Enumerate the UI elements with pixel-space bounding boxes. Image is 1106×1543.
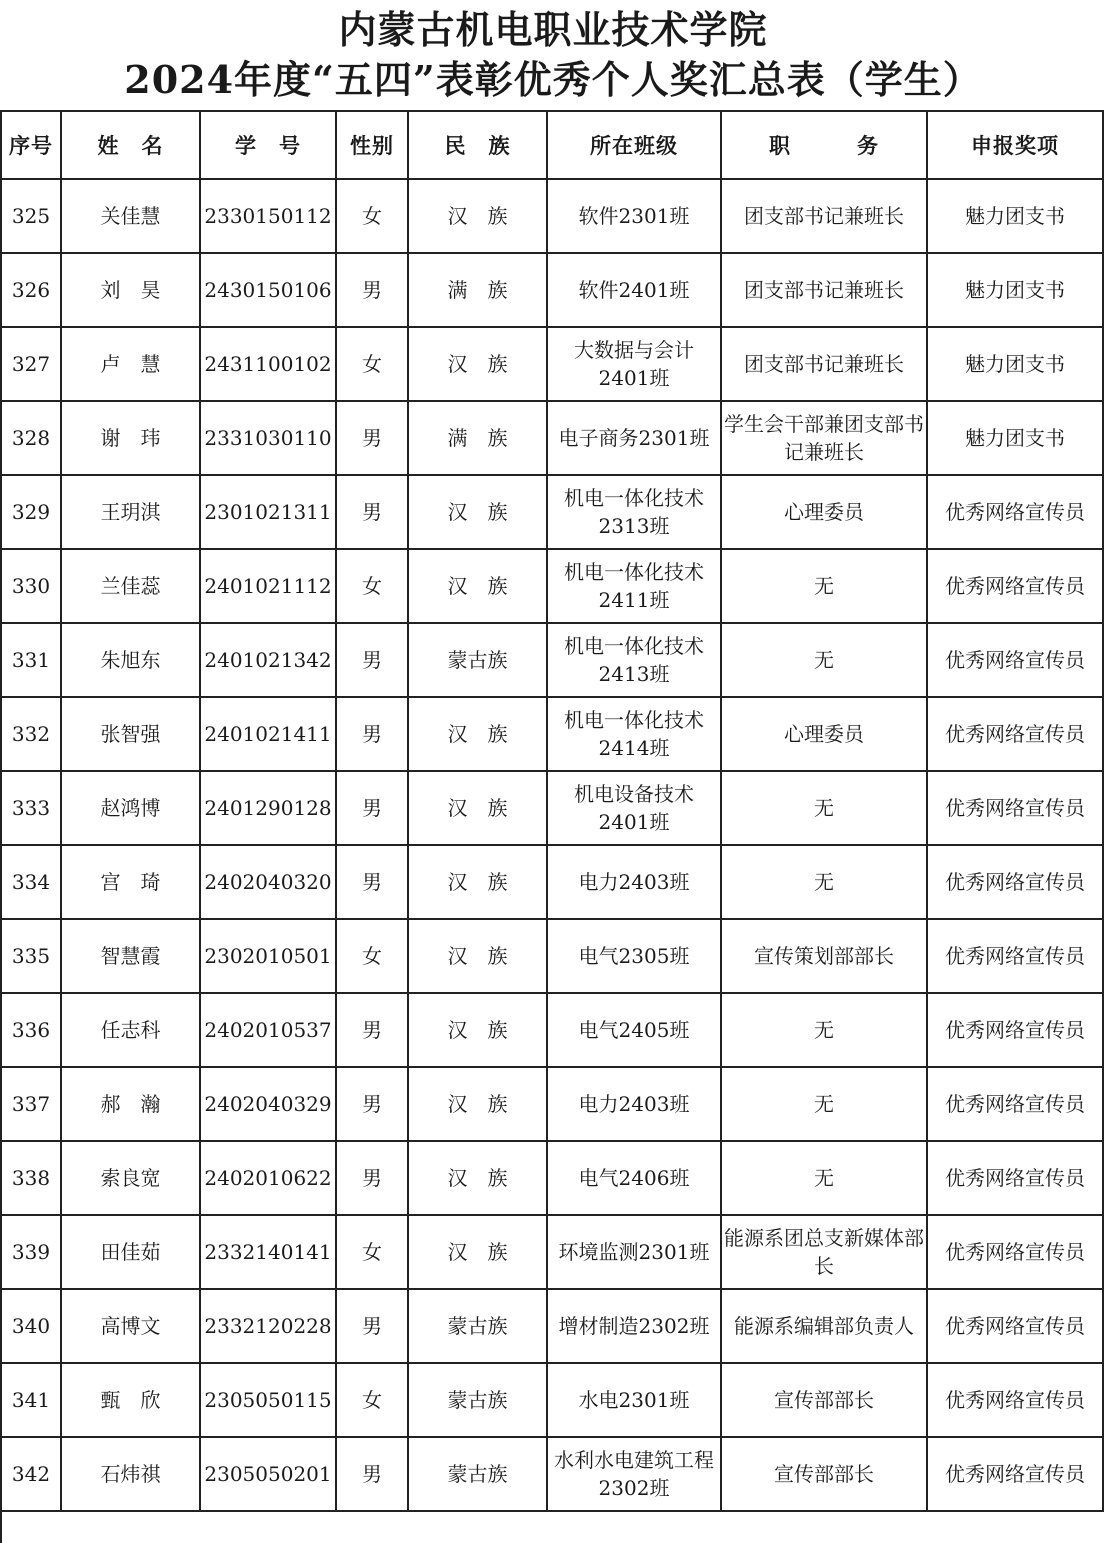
table-row [1, 919, 1103, 993]
cell-class: 机电一体化技术2414班 [547, 697, 721, 771]
table-row [1, 845, 1103, 919]
cell-index: 340 [1, 1289, 61, 1363]
cell-index: 336 [1, 993, 61, 1067]
cell-position: 团支部书记兼班长 [721, 253, 927, 327]
cell-student-id: 2402010622 [200, 1141, 336, 1215]
document-subtitle: 2024年度“五四”表彰优秀个人奖汇总表（学生） [124, 57, 982, 102]
cell-name: 朱旭东 [61, 623, 200, 697]
cell-student-id: 2401021411 [200, 697, 336, 771]
cell-award: 优秀网络宣传员 [927, 549, 1103, 623]
col-header-name: 姓 名 [61, 111, 200, 179]
cell-index: 332 [1, 697, 61, 771]
cell-class: 软件2401班 [547, 253, 721, 327]
cell-award: 优秀网络宣传员 [927, 1363, 1103, 1437]
cell-index: 338 [1, 1141, 61, 1215]
cell-award: 优秀网络宣传员 [927, 919, 1103, 993]
cell-name: 智慧霞 [61, 919, 200, 993]
cell-ethnicity: 汉 族 [408, 1215, 547, 1289]
table-row [1, 697, 1103, 771]
cell-index: 329 [1, 475, 61, 549]
cell-gender: 女 [336, 327, 408, 401]
table-row [1, 993, 1103, 1067]
cell-ethnicity: 汉 族 [408, 993, 547, 1067]
cell-name: 刘 昊 [61, 253, 200, 327]
cell-index: 325 [1, 179, 61, 253]
cell-index: 328 [1, 401, 61, 475]
cell-position: 团支部书记兼班长 [721, 179, 927, 253]
cell-name: 谢 玮 [61, 401, 200, 475]
cell-award: 优秀网络宣传员 [927, 1289, 1103, 1363]
col-header-gender: 性别 [336, 111, 408, 179]
cell-index: 327 [1, 327, 61, 401]
cell-ethnicity: 蒙古族 [408, 1289, 547, 1363]
cell-student-id: 2332120228 [200, 1289, 336, 1363]
col-header-position: 职 务 [721, 111, 927, 179]
cell-class: 机电一体化技术2411班 [547, 549, 721, 623]
cell-award: 优秀网络宣传员 [927, 623, 1103, 697]
cell-name: 石炜祺 [61, 1437, 200, 1511]
cell-ethnicity: 蒙古族 [408, 623, 547, 697]
table-row [1, 179, 1103, 253]
cell-class: 电力2403班 [547, 1067, 721, 1141]
cell-student-id: 2305050115 [200, 1363, 336, 1437]
cell-class: 电气2405班 [547, 993, 721, 1067]
cell-index: 330 [1, 549, 61, 623]
cell-ethnicity: 蒙古族 [408, 1437, 547, 1511]
cell-student-id: 2331030110 [200, 401, 336, 475]
cell-award: 魅力团支书 [927, 179, 1103, 253]
cell-class: 增材制造2302班 [547, 1289, 721, 1363]
cell-name: 宫 琦 [61, 845, 200, 919]
cell-index: 339 [1, 1215, 61, 1289]
cell-position: 心理委员 [721, 697, 927, 771]
table-row [1, 1363, 1103, 1437]
col-header-class: 所在班级 [547, 111, 721, 179]
col-header-index: 序号 [1, 111, 61, 179]
award-summary-table [0, 110, 1104, 1512]
cell-award: 魅力团支书 [927, 253, 1103, 327]
cell-student-id: 2302010501 [200, 919, 336, 993]
table-row [1, 771, 1103, 845]
cell-student-id: 2402040320 [200, 845, 336, 919]
col-header-ethnicity: 民 族 [408, 111, 547, 179]
document-header [0, 0, 1106, 110]
cell-ethnicity: 汉 族 [408, 475, 547, 549]
cell-class: 电子商务2301班 [547, 401, 721, 475]
cell-class: 水利水电建筑工程2302班 [547, 1437, 721, 1511]
cell-position: 无 [721, 771, 927, 845]
cell-gender: 男 [336, 993, 408, 1067]
cell-position: 心理委员 [721, 475, 927, 549]
cell-ethnicity: 满 族 [408, 401, 547, 475]
cell-gender: 男 [336, 697, 408, 771]
cell-award: 魅力团支书 [927, 401, 1103, 475]
cell-gender: 男 [336, 845, 408, 919]
cell-position: 能源系团总支新媒体部长 [721, 1215, 927, 1289]
cell-student-id: 2430150106 [200, 253, 336, 327]
cell-class: 环境监测2301班 [547, 1215, 721, 1289]
cell-index: 333 [1, 771, 61, 845]
cell-gender: 女 [336, 179, 408, 253]
cell-index: 335 [1, 919, 61, 993]
cell-gender: 男 [336, 1289, 408, 1363]
col-header-award: 申报奖项 [927, 111, 1103, 179]
cell-position: 无 [721, 1067, 927, 1141]
cell-award: 优秀网络宣传员 [927, 771, 1103, 845]
cell-position: 学生会干部兼团支部书记兼班长 [721, 401, 927, 475]
cell-position: 无 [721, 845, 927, 919]
table-header-row [1, 111, 1103, 179]
cell-ethnicity: 汉 族 [408, 919, 547, 993]
cell-index: 331 [1, 623, 61, 697]
cell-award: 优秀网络宣传员 [927, 1141, 1103, 1215]
cell-position: 无 [721, 993, 927, 1067]
cell-student-id: 2402040329 [200, 1067, 336, 1141]
cell-award: 优秀网络宣传员 [927, 845, 1103, 919]
cell-award: 魅力团支书 [927, 327, 1103, 401]
cell-gender: 女 [336, 1363, 408, 1437]
cell-class: 电力2403班 [547, 845, 721, 919]
cell-class: 水电2301班 [547, 1363, 721, 1437]
cell-position: 无 [721, 623, 927, 697]
cell-name: 田佳茹 [61, 1215, 200, 1289]
table-row [1, 1067, 1103, 1141]
cell-award: 优秀网络宣传员 [927, 697, 1103, 771]
cell-student-id: 2401021342 [200, 623, 336, 697]
cell-ethnicity: 汉 族 [408, 179, 547, 253]
table-row [1, 623, 1103, 697]
cell-ethnicity: 汉 族 [408, 845, 547, 919]
cell-position: 团支部书记兼班长 [721, 327, 927, 401]
cell-student-id: 2301021311 [200, 475, 336, 549]
cell-gender: 男 [336, 401, 408, 475]
cell-name: 关佳慧 [61, 179, 200, 253]
table-row [1, 1141, 1103, 1215]
cell-name: 王玥淇 [61, 475, 200, 549]
cell-class: 电气2406班 [547, 1141, 721, 1215]
cell-gender: 男 [336, 1141, 408, 1215]
cell-position: 宣传策划部部长 [721, 919, 927, 993]
cell-student-id: 2431100102 [200, 327, 336, 401]
cell-class: 机电一体化技术2313班 [547, 475, 721, 549]
cell-student-id: 2401290128 [200, 771, 336, 845]
table-row [1, 475, 1103, 549]
col-header-student-id: 学 号 [200, 111, 336, 179]
cell-ethnicity: 蒙古族 [408, 1363, 547, 1437]
cell-name: 甄 欣 [61, 1363, 200, 1437]
cell-position: 能源系编辑部负责人 [721, 1289, 927, 1363]
cell-name: 卢 慧 [61, 327, 200, 401]
cell-student-id: 2330150112 [200, 179, 336, 253]
cell-student-id: 2332140141 [200, 1215, 336, 1289]
cell-gender: 男 [336, 1067, 408, 1141]
table-row [1, 1215, 1103, 1289]
cell-gender: 男 [336, 623, 408, 697]
cell-gender: 男 [336, 475, 408, 549]
cell-award: 优秀网络宣传员 [927, 993, 1103, 1067]
cell-class: 软件2301班 [547, 179, 721, 253]
cell-ethnicity: 汉 族 [408, 1067, 547, 1141]
cell-position: 宣传部部长 [721, 1437, 927, 1511]
cell-position: 无 [721, 549, 927, 623]
cell-gender: 男 [336, 1437, 408, 1511]
cell-position: 宣传部部长 [721, 1363, 927, 1437]
table-row [1, 1437, 1103, 1511]
cell-ethnicity: 汉 族 [408, 327, 547, 401]
cell-ethnicity: 汉 族 [408, 549, 547, 623]
cell-name: 兰佳蕊 [61, 549, 200, 623]
cell-award: 优秀网络宣传员 [927, 1215, 1103, 1289]
cell-index: 326 [1, 253, 61, 327]
document-title: 内蒙古机电职业技术学院 [338, 7, 768, 52]
cell-name: 郝 瀚 [61, 1067, 200, 1141]
cell-award: 优秀网络宣传员 [927, 1067, 1103, 1141]
cell-class: 机电一体化技术2413班 [547, 623, 721, 697]
cell-gender: 女 [336, 549, 408, 623]
table-row [1, 1289, 1103, 1363]
cell-class: 大数据与会计2401班 [547, 327, 721, 401]
cell-position: 无 [721, 1141, 927, 1215]
cell-gender: 男 [336, 253, 408, 327]
cell-name: 赵鸿博 [61, 771, 200, 845]
cell-name: 高博文 [61, 1289, 200, 1363]
table-row [1, 549, 1103, 623]
cell-name: 任志科 [61, 993, 200, 1067]
cell-class: 电气2305班 [547, 919, 721, 993]
cell-name: 张智强 [61, 697, 200, 771]
cell-gender: 女 [336, 1215, 408, 1289]
cell-student-id: 2401021112 [200, 549, 336, 623]
cell-class: 机电设备技术2401班 [547, 771, 721, 845]
cell-ethnicity: 汉 族 [408, 771, 547, 845]
cell-index: 334 [1, 845, 61, 919]
cell-award: 优秀网络宣传员 [927, 1437, 1103, 1511]
cell-index: 341 [1, 1363, 61, 1437]
cell-student-id: 2402010537 [200, 993, 336, 1067]
cell-ethnicity: 满 族 [408, 253, 547, 327]
cell-ethnicity: 汉 族 [408, 1141, 547, 1215]
cell-ethnicity: 汉 族 [408, 697, 547, 771]
table-row [1, 401, 1103, 475]
cell-index: 337 [1, 1067, 61, 1141]
table-row [1, 253, 1103, 327]
cell-gender: 男 [336, 771, 408, 845]
cell-award: 优秀网络宣传员 [927, 475, 1103, 549]
cell-gender: 女 [336, 919, 408, 993]
table-row [1, 327, 1103, 401]
cell-student-id: 2305050201 [200, 1437, 336, 1511]
cell-index: 342 [1, 1437, 61, 1511]
cell-name: 索良宽 [61, 1141, 200, 1215]
